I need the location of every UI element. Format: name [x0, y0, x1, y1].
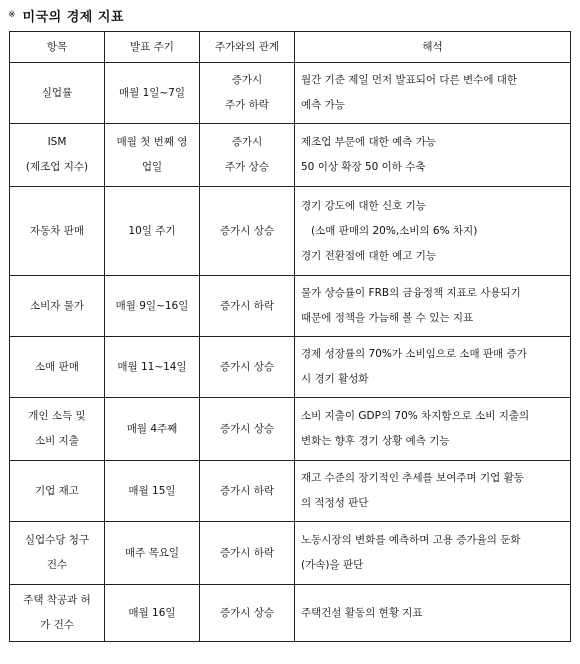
cell-relation-line: 증가시 하락	[219, 299, 275, 312]
cell-interpretation	[295, 337, 571, 398]
cell-item-line: 주택 착공과 허	[23, 594, 91, 606]
cell-period-line: 매월 11~14일	[117, 360, 187, 373]
cell-item	[10, 585, 105, 642]
header-interpretation: 해석	[295, 32, 571, 63]
cell-period	[105, 398, 200, 461]
cell-interpretation	[295, 398, 571, 461]
cell-relation-line: 증가시 상승	[219, 422, 275, 435]
cell-item-line: 가 건수	[40, 619, 74, 631]
cell-item	[10, 337, 105, 398]
table-row	[10, 187, 571, 276]
cell-interpretation-line: 경제 성장률의 70%가 소비임으로 소매 판매 증가	[301, 348, 527, 360]
cell-relation-line: 증가시	[231, 74, 263, 86]
cell-period-line: 매월 4주째	[126, 422, 178, 435]
cell-interpretation-line: 노동시장의 변화를 예측하며 고용 증가율의 둔화	[301, 534, 521, 546]
cell-item-line: 자동차 판매	[29, 224, 85, 237]
table-body	[10, 63, 571, 642]
cell-period	[105, 585, 200, 642]
cell-period	[105, 187, 200, 276]
table-row	[10, 522, 571, 585]
cell-period-line: 매월 첫 번째 영	[116, 136, 188, 148]
cell-period-line: 매월 15일	[128, 484, 176, 497]
cell-item-line: 실업수당 청구	[24, 534, 90, 546]
table-row	[10, 398, 571, 461]
header-item: 항목	[10, 32, 105, 63]
cell-interpretation	[295, 276, 571, 337]
cell-period-line: 매월 9일~16일	[115, 299, 189, 312]
cell-period-line: 업일	[141, 161, 163, 173]
table-row	[10, 337, 571, 398]
cell-interpretation-line: (가속)을 판단	[301, 559, 364, 571]
cell-relation	[200, 461, 295, 522]
cell-interpretation-line: 제조업 부문에 대한 예측 가능	[301, 136, 437, 148]
indicator-table	[9, 31, 571, 642]
page-title: 미국의 경제 지표	[22, 9, 125, 25]
cell-interpretation-line: (소매 판매의 20%,소비의 6% 차지)	[311, 224, 478, 237]
cell-interpretation-line: 경기 전환점에 대한 예고 기능	[301, 249, 437, 262]
cell-interpretation-line: 물가 상승률이 FRB의 금융정책 지표로 사용되기	[301, 287, 521, 299]
cell-interpretation	[295, 522, 571, 585]
cell-period-line: 10일 주기	[128, 224, 176, 237]
cell-relation	[200, 187, 295, 276]
cell-interpretation-line: 때문에 정책을 가늠해 볼 수 있는 지표	[301, 312, 474, 324]
cell-item-line: 개인 소득 및	[28, 410, 86, 422]
cell-interpretation-line: 주택건설 활동의 현황 지표	[301, 606, 423, 619]
cell-interpretation	[295, 63, 571, 124]
cell-interpretation-line: 변화는 향후 경기 상황 예측 기능	[301, 435, 450, 447]
cell-relation	[200, 63, 295, 124]
cell-item	[10, 522, 105, 585]
cell-item-line: (제조업 지수)	[25, 161, 89, 173]
cell-period	[105, 276, 200, 337]
cell-item	[10, 63, 105, 124]
cell-item	[10, 398, 105, 461]
cell-period	[105, 63, 200, 124]
cell-interpretation	[295, 461, 571, 522]
cell-relation	[200, 398, 295, 461]
cell-interpretation-line: 재고 수준의 장기적인 추세를 보여주며 기업 활동	[301, 472, 524, 484]
cell-period	[105, 461, 200, 522]
cell-relation-line: 주가 하락	[225, 99, 269, 111]
cell-item-line: ISM	[47, 136, 67, 148]
cell-relation-line: 증가시 상승	[219, 224, 275, 237]
cell-item	[10, 124, 105, 187]
cell-relation	[200, 276, 295, 337]
cell-relation-line: 증가시 상승	[219, 606, 275, 619]
cell-item	[10, 187, 105, 276]
cell-period	[105, 124, 200, 187]
table-row	[10, 585, 571, 642]
cell-interpretation-line: 경기 강도에 대한 신호 기능	[301, 199, 426, 212]
cell-item-line: 건수	[46, 559, 68, 571]
cell-period-line: 매월 1일~7일	[118, 86, 186, 99]
cell-relation-line: 증가시 상승	[219, 360, 275, 373]
cell-interpretation	[295, 124, 571, 187]
cell-item-line: 소매 판매	[35, 360, 79, 373]
table-header-row	[10, 32, 571, 63]
cell-item	[10, 276, 105, 337]
cell-period-line: 매월 16일	[128, 606, 176, 619]
cell-interpretation	[295, 187, 571, 276]
table-row	[10, 63, 571, 124]
cell-item	[10, 461, 105, 522]
cell-relation	[200, 337, 295, 398]
cell-interpretation	[295, 585, 571, 642]
table-row	[10, 461, 571, 522]
cell-item-line: 소비자 물가	[29, 299, 85, 312]
cell-period	[105, 337, 200, 398]
table-row	[10, 124, 571, 187]
cell-relation	[200, 522, 295, 585]
cell-relation-line: 증가시 하락	[219, 484, 275, 497]
cell-relation-line: 증가시	[231, 136, 263, 148]
title-bullet: ※	[8, 9, 16, 20]
cell-period-line: 매주 목요일	[124, 546, 180, 559]
table-row	[10, 276, 571, 337]
cell-relation-line: 증가시 하락	[219, 546, 275, 559]
cell-relation	[200, 585, 295, 642]
title-row	[8, 6, 124, 24]
cell-interpretation-line: 50 이상 확장 50 이하 수축	[301, 161, 426, 173]
cell-item-line: 기업 재고	[35, 484, 79, 497]
cell-interpretation-line: 소비 지출이 GDP의 70% 차지함으로 소비 지출의	[301, 410, 530, 422]
cell-item-line: 실업률	[41, 86, 73, 99]
cell-interpretation-line: 예측 가능	[301, 99, 345, 111]
cell-interpretation-line: 월간 기준 제일 먼저 발표되어 다른 변수에 대한	[301, 74, 518, 86]
cell-relation	[200, 124, 295, 187]
cell-interpretation-line: 시 경기 활성화	[301, 373, 369, 385]
header-relation: 주가와의 관계	[200, 32, 295, 63]
cell-relation-line: 주가 상승	[225, 161, 269, 173]
cell-item-line: 소비 지출	[35, 435, 79, 447]
cell-period	[105, 522, 200, 585]
header-period: 발표 주기	[105, 32, 200, 63]
cell-interpretation-line: 의 적정성 판단	[301, 497, 369, 509]
